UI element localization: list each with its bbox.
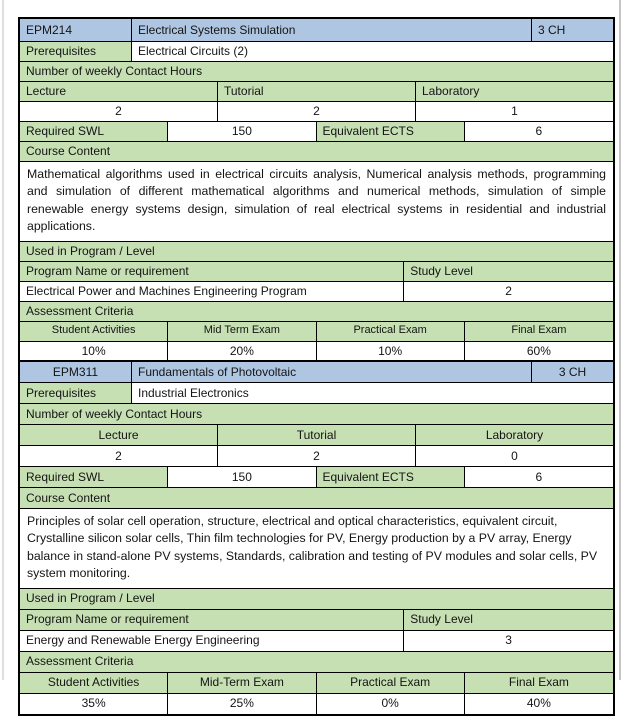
program-labels-row xyxy=(20,610,613,631)
required-swl-value: 150 xyxy=(168,122,316,141)
program-values-row xyxy=(20,631,613,652)
required-swl-label: Required SWL xyxy=(20,467,168,487)
lecture-hours: 2 xyxy=(20,102,218,121)
program-name-label: Program Name or requirement xyxy=(20,262,404,281)
tutorial-hours: 2 xyxy=(218,102,416,121)
laboratory-hours: 1 xyxy=(511,104,518,118)
equivalent-ects-label: Equivalent ECTS xyxy=(317,467,465,487)
assessment-header: Assessment Criteria xyxy=(20,652,613,672)
assessment-header-row xyxy=(20,652,613,673)
assessment-header: Assessment Criteria xyxy=(20,302,613,321)
practical-exam-value: 0% xyxy=(317,694,465,714)
used-in-header-row xyxy=(20,242,613,262)
course-content-header: Course Content xyxy=(20,142,613,161)
swl-ects-row xyxy=(20,467,613,488)
prerequisites-row xyxy=(20,42,613,62)
prerequisites-label: Prerequisites xyxy=(20,383,132,403)
student-activities-label: Student Activities xyxy=(20,673,168,693)
prerequisites-row xyxy=(20,383,613,404)
final-exam-value: 60% xyxy=(526,343,551,358)
tutorial-hours: 2 xyxy=(218,446,416,466)
lecture-hours: 2 xyxy=(20,446,218,466)
contact-hours-header-row xyxy=(20,62,613,82)
student-activities-value: 35% xyxy=(20,694,168,714)
program-name-value: Electrical Power and Machines Engineering Program xyxy=(20,282,404,301)
course-table-epm214 xyxy=(18,17,615,363)
student-activities-value: 10% xyxy=(20,342,168,361)
program-labels-row xyxy=(20,262,613,282)
study-level-value: 3 xyxy=(505,633,512,648)
final-exam-label: Final Exam xyxy=(465,322,613,341)
used-in-header-row xyxy=(20,589,613,610)
contact-hours-labels-row xyxy=(20,425,613,446)
assessment-labels-row xyxy=(20,322,613,342)
contact-hours-values-row xyxy=(20,446,613,467)
laboratory-label: Laboratory xyxy=(416,82,613,101)
prerequisites-value: Electrical Circuits (2) xyxy=(138,44,249,58)
student-activities-label: Student Activities xyxy=(20,322,168,341)
tutorial-label: Tutorial xyxy=(218,425,416,445)
contact-hours-values-row xyxy=(20,102,613,122)
program-name-label: Program Name or requirement xyxy=(20,610,404,630)
laboratory-hours: 0 xyxy=(511,448,518,463)
prerequisites-value: Industrial Electronics xyxy=(138,385,249,400)
used-in-header: Used in Program / Level xyxy=(20,589,613,609)
program-values-row xyxy=(20,282,613,302)
study-level-label: Study Level xyxy=(404,262,613,281)
used-in-header: Used in Program / Level xyxy=(20,242,613,261)
course-content-row xyxy=(20,162,613,242)
practical-exam-value: 10% xyxy=(317,342,465,361)
assessment-values-row xyxy=(20,342,613,361)
course-content-header-row xyxy=(20,142,613,162)
equivalent-ects-label: Equivalent ECTS xyxy=(317,122,465,141)
assessment-values-row xyxy=(20,694,613,714)
swl-ects-row xyxy=(20,122,613,142)
final-exam-value: 40% xyxy=(526,696,551,711)
mid-term-exam-label: Mid-Term Exam xyxy=(168,673,316,693)
course-header-row xyxy=(20,19,613,42)
course-content-row xyxy=(20,509,613,589)
course-code: EPM214 xyxy=(20,19,132,41)
study-level-value: 2 xyxy=(505,283,512,298)
contact-hours-labels-row xyxy=(20,82,613,102)
course-table-epm311 xyxy=(18,360,615,716)
contact-hours-header: Number of weekly Contact Hours xyxy=(20,404,613,424)
equivalent-ects-value: 6 xyxy=(535,124,543,138)
study-level-label: Study Level xyxy=(404,610,613,630)
course-title: Fundamentals of Photovoltaic xyxy=(132,362,532,382)
required-swl-value: 150 xyxy=(168,467,316,487)
course-content-header-row xyxy=(20,488,613,509)
tutorial-label: Tutorial xyxy=(218,82,416,101)
course-code: EPM311 xyxy=(20,362,132,382)
page-edge-shadow-right xyxy=(619,0,621,680)
required-swl-label: Required SWL xyxy=(20,122,168,141)
course-content-text: Mathematical algorithms used in electrical circuits analysis, Numerical analysis methods, programming and simulation of different mathematical algorithms and numerical methods, simulation of simple renewable energy systems design, simulation of real electrical systems in residential and industrial applications. xyxy=(27,167,606,234)
contact-hours-header-row xyxy=(20,404,613,425)
mid-term-exam-value: 25% xyxy=(168,694,316,714)
equivalent-ects-value: 6 xyxy=(535,469,543,484)
practical-exam-label: Practical Exam xyxy=(317,673,465,693)
mid-term-exam-label: Mid Term Exam xyxy=(168,322,316,341)
page-edge-shadow-left xyxy=(2,0,4,680)
program-name-value: Energy and Renewable Energy Engineering xyxy=(20,631,404,651)
course-content-text: Principles of solar cell operation, structure, electrical and optical characteristics, equivalent circuit, Crystalline silicon solar cells, Thin film technologies for PV, Energy production by a PV array, Energy balance in stand-alone PV systems, Standards, calibration and testing of PV modules and solar cells, PV system monitoring. xyxy=(27,514,598,581)
mid-term-exam-value: 20% xyxy=(168,342,316,361)
assessment-header-row xyxy=(20,302,613,322)
lecture-label: Lecture xyxy=(20,425,218,445)
final-exam-label: Final Exam xyxy=(465,673,613,693)
course-content-header: Course Content xyxy=(20,488,613,508)
contact-hours-header: Number of weekly Contact Hours xyxy=(20,62,613,81)
practical-exam-label: Practical Exam xyxy=(317,322,465,341)
course-title: Electrical Systems Simulation xyxy=(132,19,532,41)
laboratory-label: Laboratory xyxy=(416,425,613,445)
prerequisites-label: Prerequisites xyxy=(20,42,132,61)
assessment-labels-row xyxy=(20,673,613,694)
credit-hours: 3 CH xyxy=(532,362,613,382)
credit-hours: 3 CH xyxy=(532,19,613,41)
lecture-label: Lecture xyxy=(20,82,218,101)
course-header-row xyxy=(20,362,613,383)
